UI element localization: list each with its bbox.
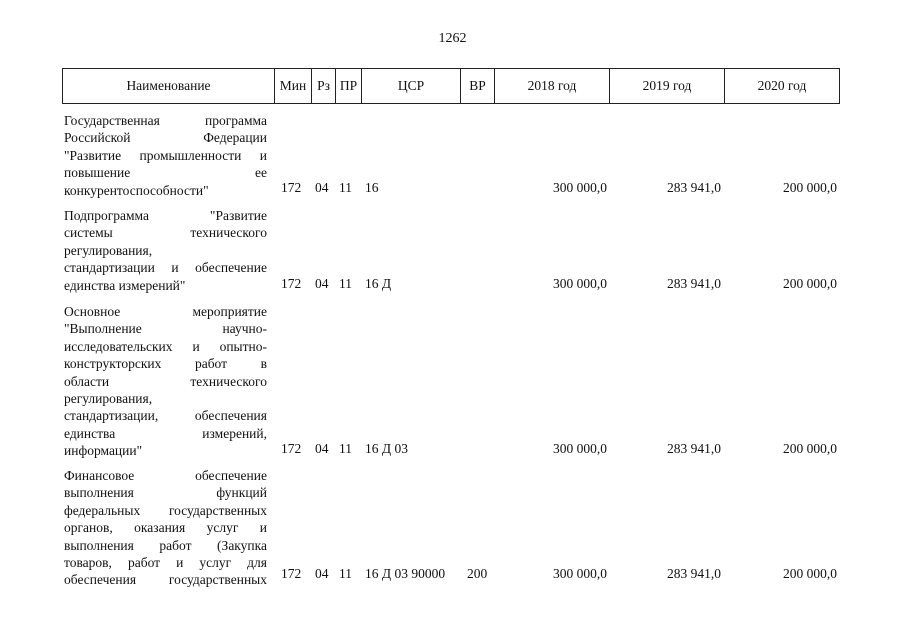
row-name-line: повышение ее — [64, 165, 267, 181]
cell-csr: 16 — [365, 180, 379, 195]
cell-rz: 04 — [315, 441, 329, 456]
row-name-line: исследовательских и опытно- — [64, 338, 267, 354]
cell-min: 172 — [281, 180, 302, 195]
cell-2019: 283 941,0 — [667, 566, 721, 581]
row-name-line: регулирования, — [64, 390, 153, 406]
row-name-line: выполнения функций — [64, 485, 267, 501]
row-name-line: "Развитие промышленности и — [64, 147, 267, 163]
cell-min: 172 — [281, 276, 302, 291]
cell-2018: 300 000,0 — [553, 441, 607, 456]
cell-min: 172 — [281, 566, 302, 581]
cell-csr: 16 Д 03 90000 — [365, 566, 446, 581]
row-name-line: Подпрограмма "Развитие — [64, 208, 267, 223]
column-header-2019: 2019 год — [610, 69, 725, 103]
row-name-line: органов, оказания услуг и — [64, 520, 267, 536]
row-name-line: конструкторских работ в — [64, 356, 267, 372]
column-header-2018: 2018 год — [495, 69, 610, 103]
row-name-line: информации" — [64, 443, 143, 459]
row-name-line: Основное мероприятие — [64, 304, 267, 319]
row-name-line: системы технического — [64, 225, 267, 241]
row-name-line: товаров, работ и услуг для — [64, 554, 267, 570]
row-name-line: федеральных государственных — [64, 502, 267, 518]
cell-csr: 16 Д — [365, 276, 392, 291]
cell-pr: 11 — [339, 180, 352, 195]
row-name — [64, 207, 267, 294]
column-header-rz: Рз — [312, 69, 336, 103]
row-name-line: выполнения работ (Закупка — [64, 537, 267, 553]
cell-pr: 11 — [339, 276, 352, 291]
cell-2020: 200 000,0 — [783, 441, 837, 456]
row-name-line: единства измерений, — [64, 425, 267, 441]
cell-pr: 11 — [339, 566, 352, 581]
cell-2020: 200 000,0 — [783, 180, 837, 195]
column-header-csr: ЦСР — [362, 69, 461, 103]
row-name-line: Государственная программа — [64, 113, 267, 128]
cell-min: 172 — [281, 441, 302, 456]
table-header — [62, 68, 840, 104]
row-name-line: "Выполнение научно- — [64, 321, 267, 337]
row-name-line: конкурентоспособности" — [64, 182, 209, 198]
row-name-line: области технического — [64, 373, 267, 389]
row-name-line: Финансовое обеспечение — [64, 468, 267, 483]
row-name-line: единства измерений" — [64, 277, 186, 293]
column-header-name: Наименование — [63, 69, 275, 103]
column-header-min: Мин — [275, 69, 312, 103]
cell-vr: 200 — [467, 566, 488, 581]
row-name-line: стандартизации и обеспечение — [64, 260, 267, 276]
cell-2019: 283 941,0 — [667, 276, 721, 291]
cell-2019: 283 941,0 — [667, 441, 721, 456]
cell-rz: 04 — [315, 566, 329, 581]
column-header-2020: 2020 год — [757, 78, 807, 93]
column-header-vr: ВР — [461, 69, 495, 103]
row-name — [64, 303, 267, 460]
cell-pr: 11 — [339, 441, 352, 456]
cell-csr: 16 Д 03 — [365, 441, 408, 456]
cell-rz: 04 — [315, 180, 329, 195]
column-header-pr: ПР — [336, 69, 362, 103]
row-name-line: обеспечения государственных — [64, 572, 267, 588]
cell-2018: 300 000,0 — [553, 276, 607, 291]
cell-2018: 300 000,0 — [553, 566, 607, 581]
row-name — [64, 467, 267, 589]
row-name-line: регулирования, — [64, 242, 153, 258]
cell-rz: 04 — [315, 276, 329, 291]
cell-2018: 300 000,0 — [553, 180, 607, 195]
cell-2019: 283 941,0 — [667, 180, 721, 195]
cell-2020: 200 000,0 — [783, 276, 837, 291]
row-name — [64, 112, 267, 199]
cell-2020: 200 000,0 — [783, 566, 837, 581]
row-name-line: Российской Федерации — [64, 130, 267, 146]
row-name-line: стандартизации, обеспечения — [64, 408, 267, 424]
page-number: 1262 — [438, 31, 467, 46]
